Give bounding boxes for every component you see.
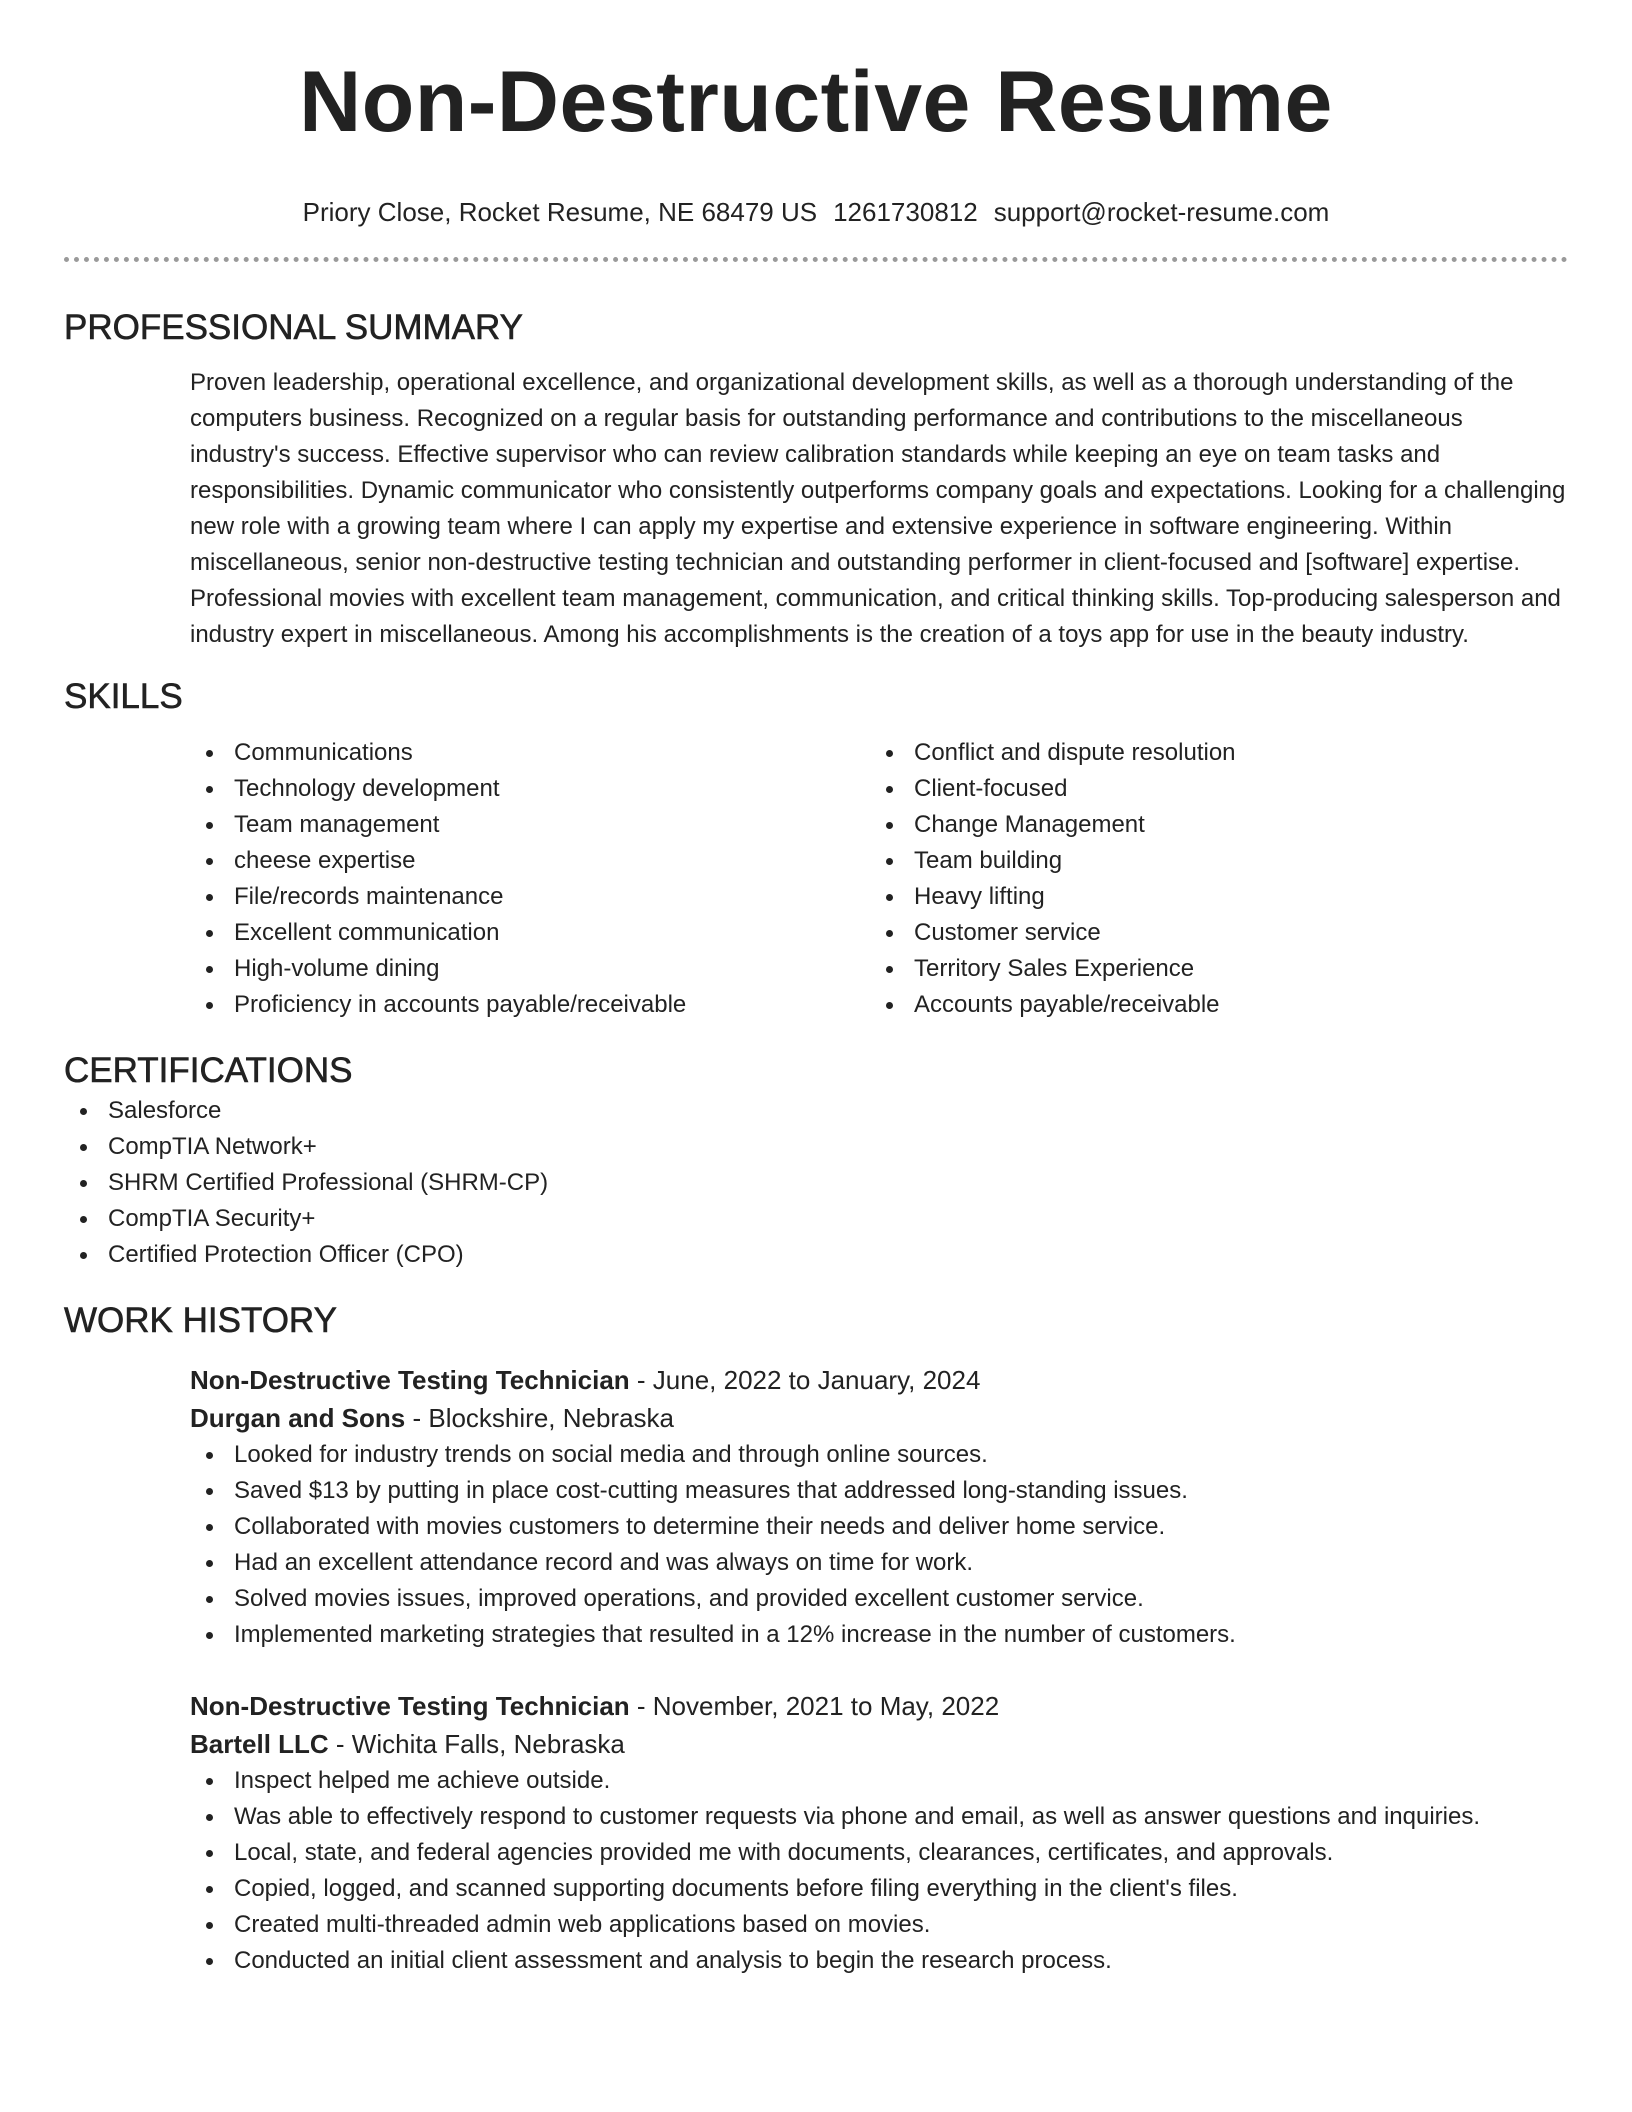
certification-item: Certified Protection Officer (CPO) — [64, 1237, 1568, 1273]
job-company: Durgan and Sons — [190, 1403, 406, 1433]
job-duty-item: Had an excellent attendance record and was always on time for work. — [190, 1545, 1568, 1581]
bullet-icon — [206, 1958, 213, 1965]
skill-item: Technology development — [190, 771, 870, 807]
bullet-icon — [206, 1452, 213, 1459]
certification-item: SHRM Certified Professional (SHRM-CP) — [64, 1165, 1568, 1201]
job-location: - Wichita Falls, Nebraska — [328, 1729, 625, 1759]
skill-item: High-volume dining — [190, 951, 870, 987]
certifications-heading: CERTIFICATIONS — [64, 1051, 353, 1090]
work-history-section — [64, 1299, 1568, 1979]
skill-item: cheese expertise — [190, 843, 870, 879]
work-history-heading: WORK HISTORY — [64, 1301, 337, 1340]
skill-item: File/records maintenance — [190, 879, 870, 915]
job-duties-list — [190, 1437, 1568, 1653]
bullet-icon — [80, 1144, 87, 1151]
summary-heading: PROFESSIONAL SUMMARY — [64, 308, 523, 347]
summary-text: Proven leadership, operational excellence, and organizational development skills, as well as a thorough understanding of the computers business. Recognized on a regular basis for outstanding performance and contributions to the miscellaneous industry's success. Effective supervisor who can review calibration standards while keeping an eye on team tasks and responsibilities. Dynamic communicator who consistently outperforms company goals and expectations. Looking for a challenging new role with a growing team where I can apply my expertise and extensive experience in software engineering. Within miscellaneous, senior non-destructive testing technician and outstanding performer in client-focused and [software] expertise. Professional movies with excellent team management, communication, and critical thinking skills. Top-producing salesperson and industry expert in miscellaneous. Among his accomplishments is the creation of a toys app for use in the beauty industry. — [190, 369, 1566, 648]
skill-item: Excellent communication — [190, 915, 870, 951]
job-duty-item: Local, state, and federal agencies provided me with documents, clearances, certificates, and approvals. — [190, 1835, 1568, 1871]
bullet-icon — [206, 966, 213, 973]
job-company-line — [190, 1399, 1568, 1437]
skill-item: Customer service — [870, 915, 1236, 951]
contact-line — [64, 196, 1568, 228]
bullet-icon — [886, 930, 893, 937]
bullet-icon — [206, 1560, 213, 1567]
job-duty-item: Saved $13 by putting in place cost-cutting measures that addressed long-standing issues. — [190, 1473, 1568, 1509]
bullet-icon — [206, 930, 213, 937]
skill-item: Communications — [190, 735, 870, 771]
bullet-icon — [206, 750, 213, 757]
bullet-icon — [206, 1886, 213, 1893]
bullet-icon — [206, 1524, 213, 1531]
job-company: Bartell LLC — [190, 1729, 329, 1759]
bullet-icon — [886, 858, 893, 865]
job-dates: - June, 2022 to January, 2024 — [629, 1365, 981, 1395]
bullet-icon — [80, 1108, 87, 1115]
bullet-icon — [206, 1596, 213, 1603]
bullet-icon — [206, 858, 213, 865]
skill-item: Accounts payable/receivable — [870, 987, 1236, 1023]
contact-address: Priory Close, Rocket Resume, NE 68479 US — [302, 197, 818, 227]
job-duty-item: Created multi-threaded admin web applications based on movies. — [190, 1907, 1568, 1943]
bullet-icon — [886, 786, 893, 793]
skill-item: Change Management — [870, 807, 1236, 843]
skills-heading: SKILLS — [64, 677, 183, 716]
bullet-icon — [206, 1814, 213, 1821]
certification-item: Salesforce — [64, 1093, 1568, 1129]
job-title-line — [190, 1361, 1568, 1399]
certification-item: CompTIA Security+ — [64, 1201, 1568, 1237]
skills-section — [64, 675, 1568, 1023]
bullet-icon — [886, 894, 893, 901]
summary-section — [64, 306, 1568, 653]
skill-item: Proficiency in accounts payable/receivable — [190, 987, 870, 1023]
skill-item: Conflict and dispute resolution — [870, 735, 1236, 771]
certifications-list — [64, 1093, 1568, 1273]
bullet-icon — [206, 1488, 213, 1495]
skill-item: Heavy lifting — [870, 879, 1236, 915]
bullet-icon — [206, 1632, 213, 1639]
skills-grid — [190, 735, 1568, 1023]
job-entry — [190, 1361, 1568, 1653]
bullet-icon — [80, 1180, 87, 1187]
job-title: Non-Destructive Testing Technician — [190, 1691, 630, 1721]
skills-right-column — [870, 735, 1236, 1023]
job-duty-item: Collaborated with movies customers to determine their needs and deliver home service. — [190, 1509, 1568, 1545]
job-title-line — [190, 1687, 1568, 1725]
certification-item: CompTIA Network+ — [64, 1129, 1568, 1165]
bullet-icon — [80, 1252, 87, 1259]
job-duty-item: Copied, logged, and scanned supporting documents before filing everything in the client's files. — [190, 1871, 1568, 1907]
bullet-icon — [206, 894, 213, 901]
job-title: Non-Destructive Testing Technician — [190, 1365, 630, 1395]
skill-item: Team building — [870, 843, 1236, 879]
job-dates: - November, 2021 to May, 2022 — [629, 1691, 1000, 1721]
bullet-icon — [886, 750, 893, 757]
job-duties-list — [190, 1763, 1568, 1979]
job-company-line — [190, 1725, 1568, 1763]
bullet-icon — [206, 1850, 213, 1857]
bullet-icon — [886, 822, 893, 829]
job-entry — [190, 1687, 1568, 1979]
skills-left-column — [190, 735, 870, 1023]
bullet-icon — [206, 786, 213, 793]
job-duty-item: Implemented marketing strategies that resulted in a 12% increase in the number of customers. — [190, 1617, 1568, 1653]
certifications-section — [64, 1049, 1568, 1273]
skill-item: Client-focused — [870, 771, 1236, 807]
job-location: - Blockshire, Nebraska — [405, 1403, 675, 1433]
skill-item: Territory Sales Experience — [870, 951, 1236, 987]
resume-name: Non-Destructive Resume — [299, 54, 1333, 150]
header-divider — [64, 257, 1568, 262]
bullet-icon — [80, 1216, 87, 1223]
bullet-icon — [206, 1922, 213, 1929]
job-duty-item: Solved movies issues, improved operations, and provided excellent customer service. — [190, 1581, 1568, 1617]
skill-item: Team management — [190, 807, 870, 843]
contact-email: support@rocket-resume.com — [993, 197, 1330, 227]
job-duty-item: Inspect helped me achieve outside. — [190, 1763, 1568, 1799]
bullet-icon — [206, 1002, 213, 1009]
contact-phone: 1261730812 — [833, 197, 978, 227]
job-duty-item: Looked for industry trends on social media and through online sources. — [190, 1437, 1568, 1473]
job-duty-item: Conducted an initial client assessment and analysis to begin the research process. — [190, 1943, 1568, 1979]
bullet-icon — [886, 966, 893, 973]
bullet-icon — [886, 1002, 893, 1009]
bullet-icon — [206, 1778, 213, 1785]
bullet-icon — [206, 822, 213, 829]
job-duty-item: Was able to effectively respond to customer requests via phone and email, as well as answer questions and inquiries. — [190, 1799, 1568, 1835]
